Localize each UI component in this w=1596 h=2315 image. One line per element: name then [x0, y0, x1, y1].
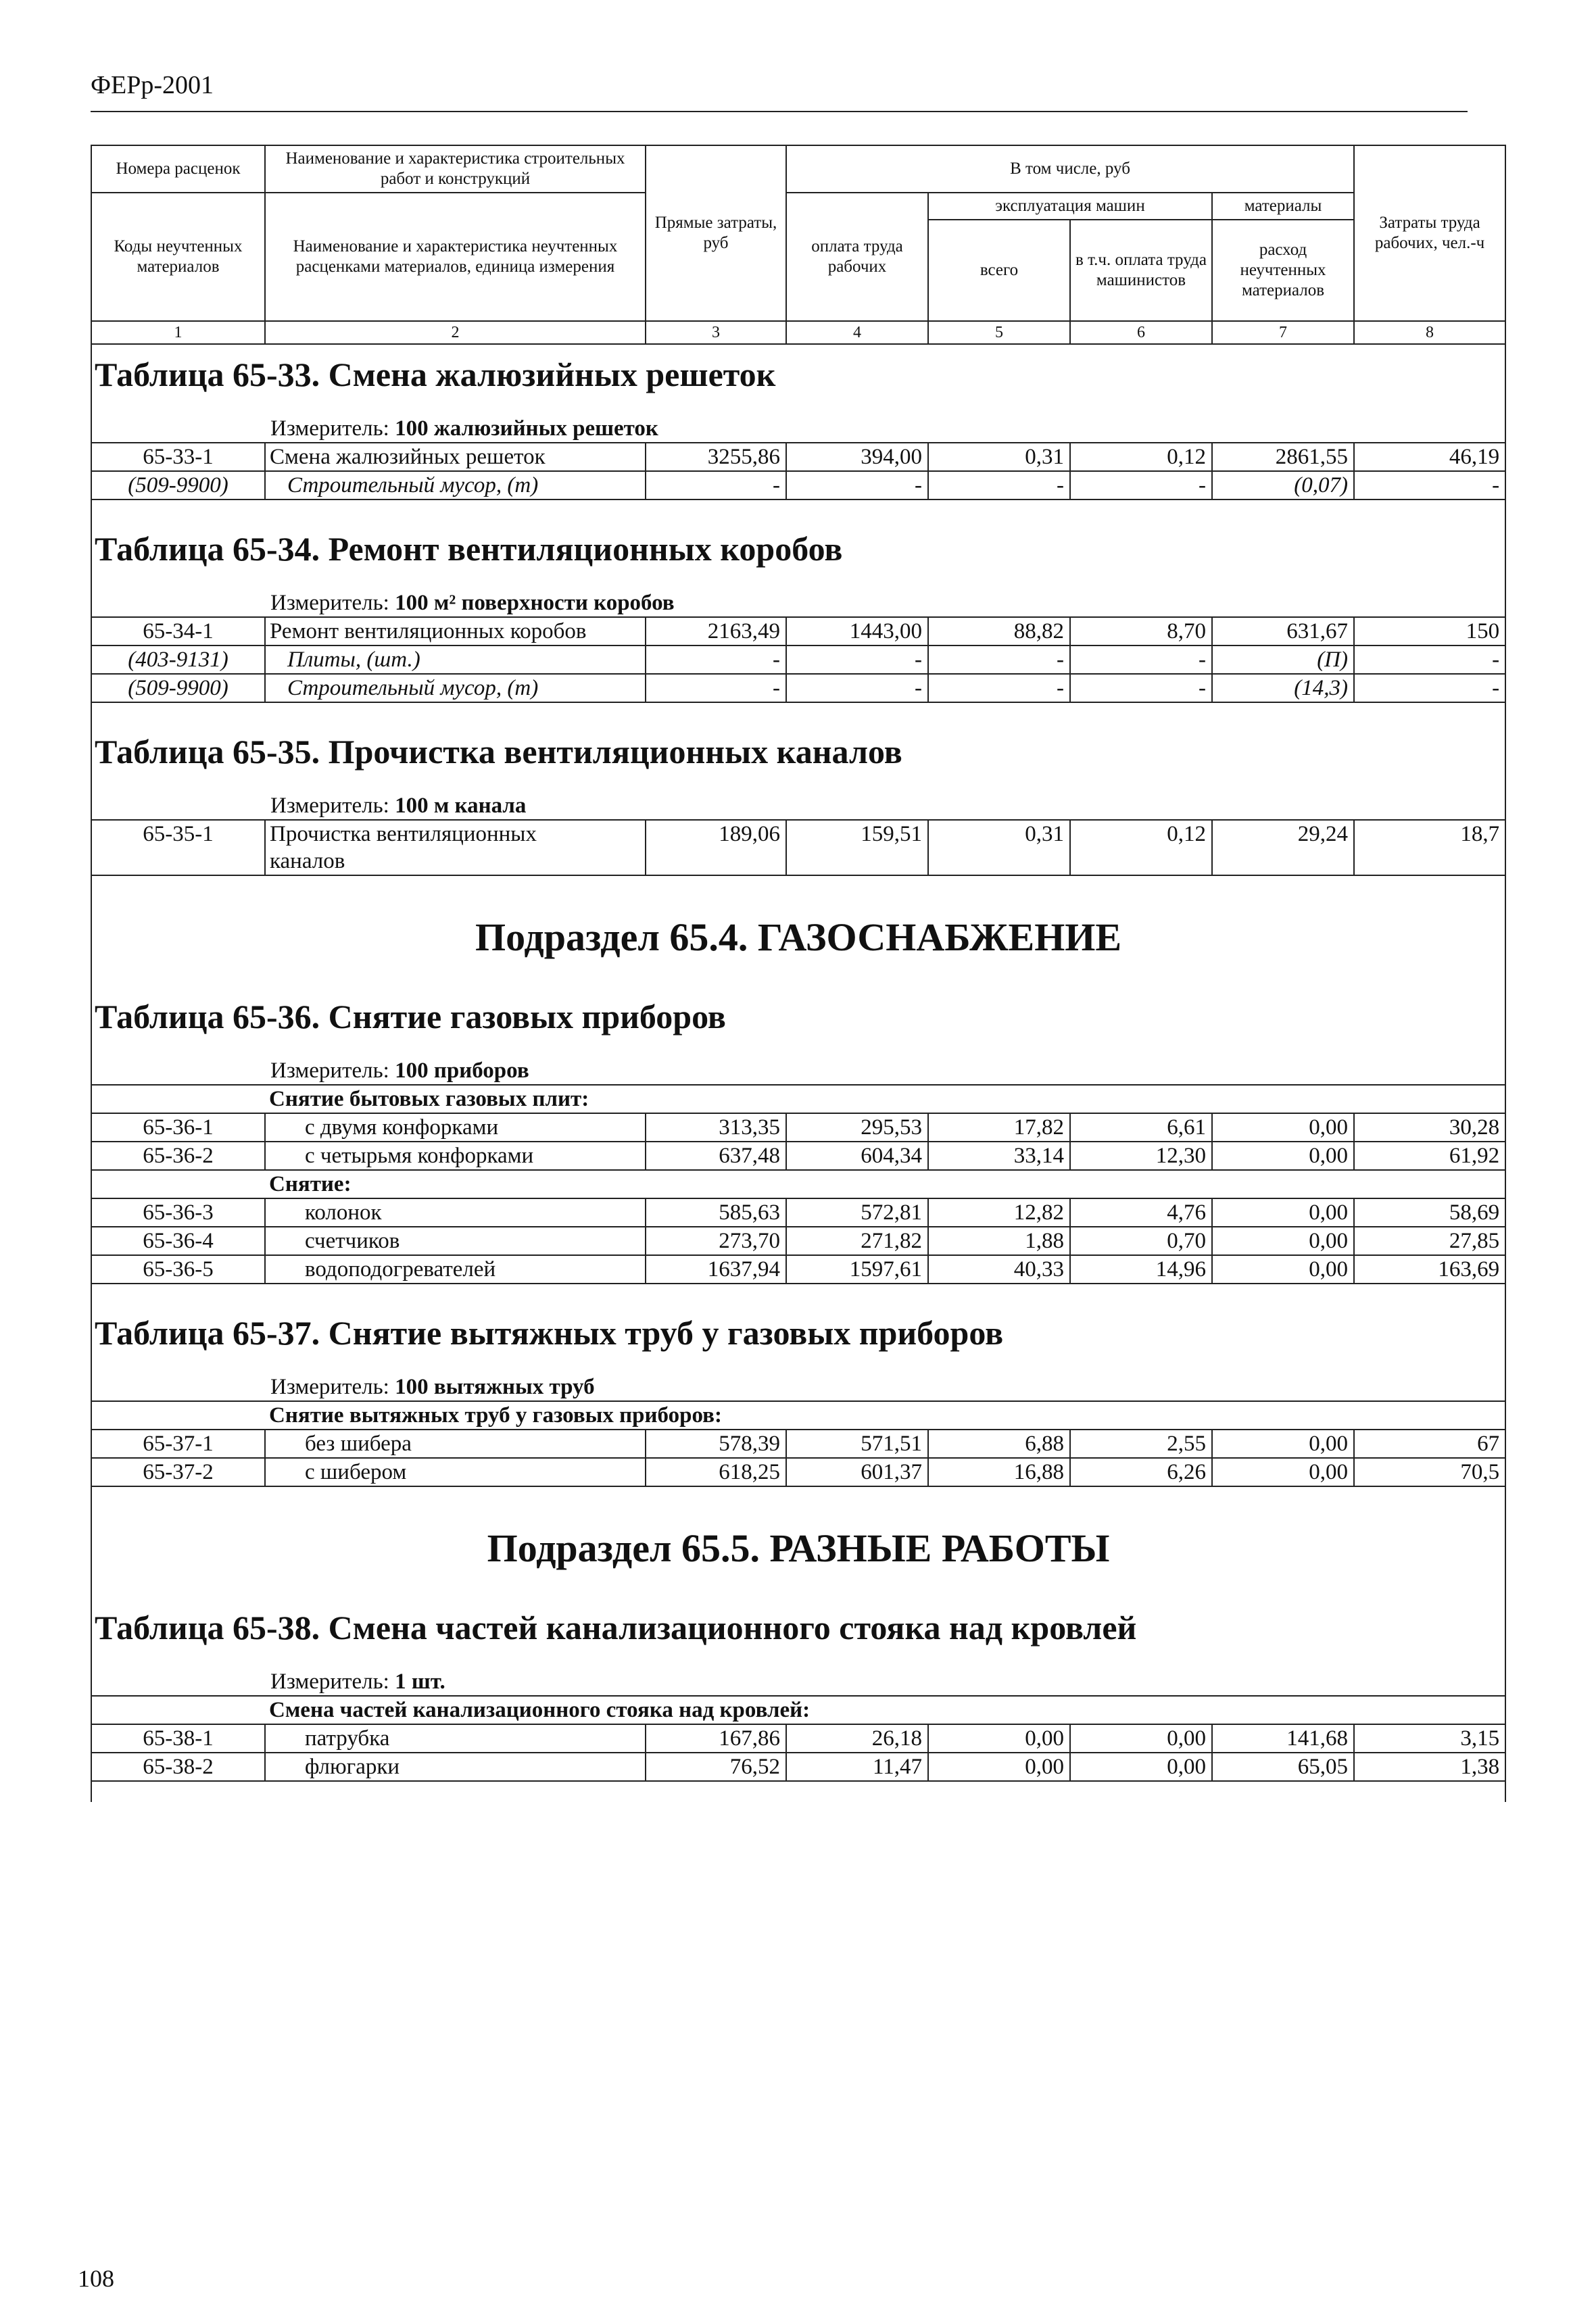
rate-code: 65-36-5	[91, 1255, 265, 1284]
machinist-pay: -	[1070, 471, 1212, 499]
worker-pay: 26,18	[786, 1724, 928, 1753]
rate-code: 65-33-1	[91, 443, 265, 471]
machine-total: 17,82	[928, 1113, 1070, 1142]
machine-total: 16,88	[928, 1458, 1070, 1486]
machinist-pay: 14,96	[1070, 1255, 1212, 1284]
rate-name: с шибером	[265, 1458, 646, 1486]
rates-table	[91, 331, 1506, 1802]
measure-line	[265, 410, 1505, 443]
materials: 29,24	[1212, 820, 1354, 875]
direct-costs: 1637,94	[646, 1255, 786, 1284]
group-label: Снятие бытовых газовых плит:	[265, 1085, 1505, 1113]
material-code: (509-9900)	[91, 674, 265, 702]
direct-costs: 2163,49	[646, 617, 786, 645]
table-row	[91, 1227, 1505, 1255]
rate-code: 65-34-1	[91, 617, 265, 645]
hdr-labor-costs: Затраты труда рабочих, чел.-ч	[1354, 145, 1505, 321]
machine-total: 88,82	[928, 617, 1070, 645]
group-row	[91, 1170, 1505, 1198]
col-number: 1	[91, 321, 265, 344]
rate-code: 65-36-1	[91, 1113, 265, 1142]
direct-costs: 167,86	[646, 1724, 786, 1753]
hdr-material-consumption: расход неучтенных материалов	[1212, 220, 1354, 321]
col-number: 6	[1070, 321, 1212, 344]
machinist-pay: 12,30	[1070, 1142, 1212, 1170]
labor-costs: 61,92	[1354, 1142, 1505, 1170]
column-header-table	[91, 145, 1506, 345]
worker-pay: 601,37	[786, 1458, 928, 1486]
worker-pay: 295,53	[786, 1113, 928, 1142]
machine-total: 6,88	[928, 1430, 1070, 1458]
table-row	[91, 645, 1505, 674]
hdr-including: В том числе, руб	[786, 145, 1354, 193]
materials: 141,68	[1212, 1724, 1354, 1753]
measure-value: 100 вытяжных труб	[395, 1375, 595, 1399]
hdr-work-name: Наименование и характеристика строительных работ и конструкций	[265, 145, 646, 193]
materials: 2861,55	[1212, 443, 1354, 471]
table-title: Таблица 65-33. Смена жалюзийных решеток	[95, 356, 776, 393]
section-heading: Подраздел 65.4. ГАЗОСНАБЖЕНИЕ	[91, 875, 1505, 996]
machine-total: -	[928, 471, 1070, 499]
measure-line	[265, 1663, 1505, 1696]
table-title: Таблица 65-36. Снятие газовых приборов	[95, 998, 726, 1035]
measure-label: Измеритель:	[270, 1375, 389, 1399]
rate-name: без шибера	[265, 1430, 646, 1458]
labor-costs: 27,85	[1354, 1227, 1505, 1255]
materials: 0,00	[1212, 1255, 1354, 1284]
direct-costs: 618,25	[646, 1458, 786, 1486]
rate-name: колонок	[265, 1198, 646, 1227]
hdr-material-codes: Коды неучтенных материалов	[91, 193, 265, 321]
section-heading: Подраздел 65.5. РАЗНЫЕ РАБОТЫ	[91, 1486, 1505, 1607]
col-number: 3	[646, 321, 786, 344]
direct-costs: 313,35	[646, 1113, 786, 1142]
worker-pay: 604,34	[786, 1142, 928, 1170]
machine-total: 0,31	[928, 443, 1070, 471]
machinist-pay: 0,00	[1070, 1753, 1212, 1781]
direct-costs: 273,70	[646, 1227, 786, 1255]
machinist-pay: 0,70	[1070, 1227, 1212, 1255]
rate-code: 65-37-2	[91, 1458, 265, 1486]
hdr-materials: материалы	[1212, 193, 1354, 220]
machinist-pay: 2,55	[1070, 1430, 1212, 1458]
measure-label: Измеритель:	[270, 591, 389, 615]
worker-pay: -	[786, 471, 928, 499]
table-row	[91, 443, 1505, 471]
machinist-pay: -	[1070, 645, 1212, 674]
labor-costs: -	[1354, 674, 1505, 702]
hdr-rates-numbers: Номера расценок	[91, 145, 265, 193]
worker-pay: 571,51	[786, 1430, 928, 1458]
rate-code: 65-35-1	[91, 820, 265, 875]
table-row	[91, 674, 1505, 702]
machine-total: -	[928, 645, 1070, 674]
rate-name: патрубка	[265, 1724, 646, 1753]
group-label: Снятие:	[265, 1170, 1505, 1198]
direct-costs: -	[646, 674, 786, 702]
table-title: Таблица 65-34. Ремонт вентиляционных коробов	[95, 530, 843, 568]
table-title: Таблица 65-37. Снятие вытяжных труб у газовых приборов	[95, 1314, 1004, 1352]
table-row	[91, 471, 1505, 499]
group-row	[91, 1085, 1505, 1113]
worker-pay: -	[786, 674, 928, 702]
material-code: (509-9900)	[91, 471, 265, 499]
measure-value: 100 жалюзийных решеток	[395, 416, 658, 441]
labor-costs: 163,69	[1354, 1255, 1505, 1284]
machinist-pay: 8,70	[1070, 617, 1212, 645]
labor-costs: 70,5	[1354, 1458, 1505, 1486]
labor-costs: 58,69	[1354, 1198, 1505, 1227]
rate-name-line1: Прочистка вентиляционных	[270, 822, 537, 846]
materials: 0,00	[1212, 1458, 1354, 1486]
materials: (П)	[1212, 645, 1354, 674]
materials: 0,00	[1212, 1430, 1354, 1458]
machine-total: 1,88	[928, 1227, 1070, 1255]
rate-name: водоподогревателей	[265, 1255, 646, 1284]
hdr-total: всего	[928, 220, 1070, 321]
table-row	[91, 617, 1505, 645]
rate-name-line2: каналов	[270, 849, 345, 873]
machinist-pay: 0,00	[1070, 1724, 1212, 1753]
rate-name	[265, 820, 646, 875]
rate-code: 65-38-1	[91, 1724, 265, 1753]
worker-pay: 159,51	[786, 820, 928, 875]
col-number: 5	[928, 321, 1070, 344]
labor-costs: -	[1354, 471, 1505, 499]
hdr-machinist-pay: в т.ч. оплата труда машинистов	[1070, 220, 1212, 321]
machinist-pay: 4,76	[1070, 1198, 1212, 1227]
col-number: 4	[786, 321, 928, 344]
rate-name: флюгарки	[265, 1753, 646, 1781]
labor-costs: 18,7	[1354, 820, 1505, 875]
materials: 0,00	[1212, 1227, 1354, 1255]
table-row	[91, 1198, 1505, 1227]
direct-costs: 578,39	[646, 1430, 786, 1458]
worker-pay: 11,47	[786, 1753, 928, 1781]
machinist-pay: -	[1070, 674, 1212, 702]
header-rule	[91, 111, 1468, 112]
table-title: Таблица 65-35. Прочистка вентиляционных каналов	[95, 733, 902, 771]
materials: 0,00	[1212, 1198, 1354, 1227]
measure-value: 100 приборов	[395, 1058, 529, 1083]
hdr-direct-costs: Прямые затраты, руб	[646, 145, 786, 321]
direct-costs: 637,48	[646, 1142, 786, 1170]
table-row	[91, 820, 1505, 875]
group-label: Смена частей канализационного стояка над кровлей:	[265, 1696, 1505, 1724]
group-row	[91, 1401, 1505, 1430]
col-number: 7	[1212, 321, 1354, 344]
rate-code: 65-36-3	[91, 1198, 265, 1227]
hdr-worker-pay: оплата труда рабочих	[786, 193, 928, 321]
direct-costs: 189,06	[646, 820, 786, 875]
materials: (0,07)	[1212, 471, 1354, 499]
direct-costs: -	[646, 471, 786, 499]
worker-pay: 394,00	[786, 443, 928, 471]
machine-total: 33,14	[928, 1142, 1070, 1170]
labor-costs: 46,19	[1354, 443, 1505, 471]
machine-total: 40,33	[928, 1255, 1070, 1284]
labor-costs: 30,28	[1354, 1113, 1505, 1142]
materials: 0,00	[1212, 1113, 1354, 1142]
measure-label: Измеритель:	[270, 1670, 389, 1694]
machinist-pay: 6,26	[1070, 1458, 1212, 1486]
measure-label: Измеритель:	[270, 794, 389, 818]
hdr-material-names: Наименование и характеристика неучтенных расценками материалов, единица измерения	[265, 193, 646, 321]
machine-total: -	[928, 674, 1070, 702]
table-row	[91, 1430, 1505, 1458]
materials: 0,00	[1212, 1142, 1354, 1170]
material-name: Строительный мусор, (т)	[265, 471, 646, 499]
machine-total: 0,00	[928, 1753, 1070, 1781]
rate-code: 65-36-4	[91, 1227, 265, 1255]
table-row	[91, 1724, 1505, 1753]
worker-pay: 1443,00	[786, 617, 928, 645]
table-row	[91, 1142, 1505, 1170]
material-name: Плиты, (шт.)	[265, 645, 646, 674]
machine-total: 12,82	[928, 1198, 1070, 1227]
measure-label: Измеритель:	[270, 1058, 389, 1083]
running-head: ФЕРр-2001	[91, 71, 214, 99]
rate-code: 65-36-2	[91, 1142, 265, 1170]
col-number: 2	[265, 321, 646, 344]
measure-line	[265, 787, 1505, 820]
measure-value: 100 м канала	[395, 794, 527, 818]
materials: (14,3)	[1212, 674, 1354, 702]
group-row	[91, 1696, 1505, 1724]
rate-code: 65-37-1	[91, 1430, 265, 1458]
materials: 65,05	[1212, 1753, 1354, 1781]
measure-line	[265, 1368, 1505, 1401]
table-row	[91, 1255, 1505, 1284]
labor-costs: 150	[1354, 617, 1505, 645]
worker-pay: 572,81	[786, 1198, 928, 1227]
rate-name: счетчиков	[265, 1227, 646, 1255]
labor-costs: 67	[1354, 1430, 1505, 1458]
direct-costs: 76,52	[646, 1753, 786, 1781]
measure-line	[265, 584, 1505, 617]
table-title: Таблица 65-38. Смена частей канализационного стояка над кровлей	[95, 1609, 1137, 1647]
machinist-pay: 0,12	[1070, 443, 1212, 471]
table-row	[91, 1753, 1505, 1781]
measure-label: Измеритель:	[270, 416, 389, 441]
machine-total: 0,31	[928, 820, 1070, 875]
labor-costs: 1,38	[1354, 1753, 1505, 1781]
rate-name: с четырьмя конфорками	[265, 1142, 646, 1170]
measure-line	[265, 1052, 1505, 1085]
worker-pay: -	[786, 645, 928, 674]
page-number: 108	[78, 2265, 114, 2292]
hdr-machine-operation: эксплуатация машин	[928, 193, 1212, 220]
machine-total: 0,00	[928, 1724, 1070, 1753]
direct-costs: 585,63	[646, 1198, 786, 1227]
labor-costs: -	[1354, 645, 1505, 674]
material-code: (403-9131)	[91, 645, 265, 674]
table-row	[91, 1113, 1505, 1142]
col-number: 8	[1354, 321, 1505, 344]
measure-value: 100 м² поверхности коробов	[395, 591, 675, 615]
worker-pay: 1597,61	[786, 1255, 928, 1284]
table-row	[91, 1458, 1505, 1486]
rate-name: Смена жалюзийных решеток	[265, 443, 646, 471]
worker-pay: 271,82	[786, 1227, 928, 1255]
rate-code: 65-38-2	[91, 1753, 265, 1781]
rate-name: с двумя конфорками	[265, 1113, 646, 1142]
group-label: Снятие вытяжных труб у газовых приборов:	[265, 1401, 1505, 1430]
rate-name: Ремонт вентиляционных коробов	[265, 617, 646, 645]
machinist-pay: 6,61	[1070, 1113, 1212, 1142]
direct-costs: -	[646, 645, 786, 674]
materials: 631,67	[1212, 617, 1354, 645]
machinist-pay: 0,12	[1070, 820, 1212, 875]
measure-value: 1 шт.	[395, 1670, 445, 1694]
material-name: Строительный мусор, (т)	[265, 674, 646, 702]
labor-costs: 3,15	[1354, 1724, 1505, 1753]
direct-costs: 3255,86	[646, 443, 786, 471]
